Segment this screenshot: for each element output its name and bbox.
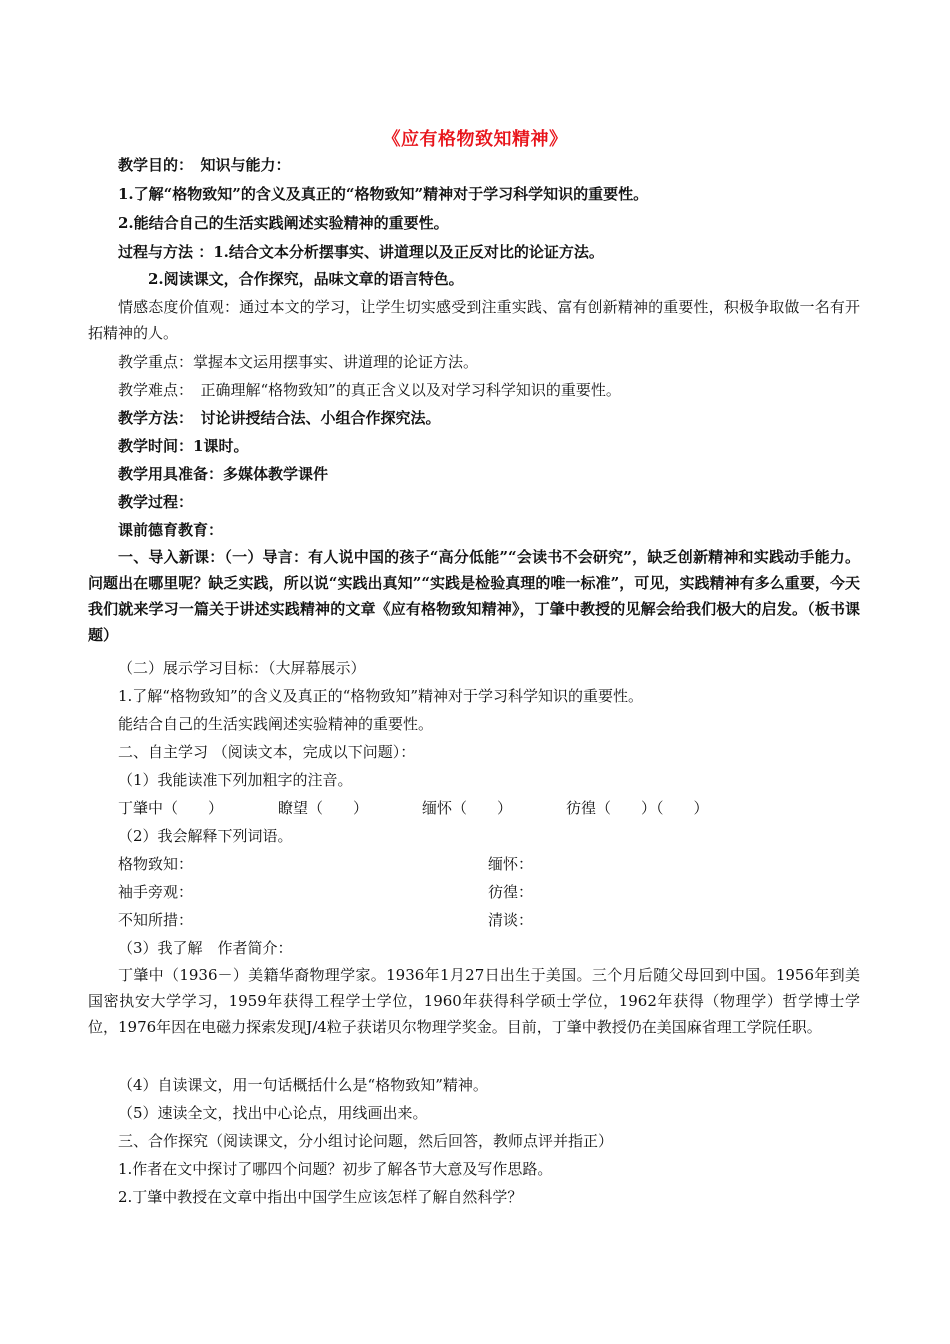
show-goals: （二）展示学习目标：（大屏幕展示） xyxy=(118,659,366,677)
key-point: 教学重点：掌握本文运用摆事实、讲道理的论证方法。 xyxy=(118,353,479,371)
vocab-item: 彷徨： xyxy=(488,883,534,901)
question-4: （4）自读课文，用一句话概括什么是“格物致知”精神。 xyxy=(118,1076,488,1094)
teaching-tools: 教学用具准备：多媒体教学课件 xyxy=(118,465,329,483)
teaching-procedure: 教学过程： xyxy=(118,493,194,511)
pinyin-item: 丁肇中（ ） xyxy=(118,799,224,817)
goal-heading: 教学目的： 知识与能力： xyxy=(118,156,291,174)
author-intro: 丁肇中（1936－）美籍华裔物理学家。1936年1月27日出生于美国。三个月后随父母回到中国。1956年到美国密执安大学学习，1959年获得工程学士学位，1960年获得科学硕士学位，1962年获得（物理学）哲学博士学位，1976年因在电磁力探索发现J/4粒子获诺贝尔物理学奖金。目前，丁肇中教授仍在美国麻省理工学院任职。 xyxy=(88,966,860,1036)
show-goal-2: 能结合自己的生活实践阐述实验精神的重要性。 xyxy=(118,715,434,733)
cooperation-question-2: 2.丁肇中教授在文章中指出中国学生应该怎样了解自然科学？ xyxy=(118,1188,523,1206)
process-method-2: 2.阅读课文，合作探究，品味文章的语言特色。 xyxy=(148,270,464,288)
pinyin-item: 瞭望（ ） xyxy=(278,799,369,817)
moral-education: 课前德育教育： xyxy=(118,521,224,539)
question-2: （2）我会解释下列词语。 xyxy=(118,827,293,845)
vocab-item: 缅怀： xyxy=(488,855,534,873)
teaching-method: 教学方法： 讨论讲授结合法、小组合作探究法。 xyxy=(118,409,441,427)
goal-2: 2.能结合自己的生活实践阐述实验精神的重要性。 xyxy=(118,214,449,232)
vocab-item: 袖手旁观： xyxy=(118,883,194,901)
vocab-item: 格物致知： xyxy=(118,855,194,873)
goal-1: 1.了解“格物致知”的含义及真正的“格物致知”精神对于学习科学知识的重要性。 xyxy=(118,185,649,203)
emotion-values: 情感态度价值观：通过本文的学习，让学生切实感受到注重实践、富有创新精神的重要性，积极争取做一名有开拓精神的人。 xyxy=(88,298,860,342)
pinyin-item: 缅怀（ ） xyxy=(422,799,513,817)
question-3: （3）我了解 作者简介： xyxy=(118,939,293,957)
vocab-item: 不知所措： xyxy=(118,911,194,929)
cooperation-heading: 三、合作探究（阅读课文，分小组讨论问题，然后回答，教师点评并指正） xyxy=(118,1132,614,1150)
question-1: （1）我能读准下列加粗字的注音。 xyxy=(118,771,353,789)
self-study-heading: 二、自主学习 （阅读文本，完成以下问题）： xyxy=(118,743,416,761)
pinyin-item: 彷徨（ ）（ ） xyxy=(566,799,709,817)
intro-paragraph: 一、导入新课：（一）导言：有人说中国的孩子“高分低能”“会读书不会研究”，缺乏创新精神和实践动手能力。问题出在哪里呢？缺乏实践，所以说“实践出真知”“实践是检验真理的唯一标准”，可见，实践精神有多么重要，今天我们就来学习一篇关于讲述实践精神的文章《应有格物致知精神》，丁肇中教授的见解会给我们极大的启发。（板书课题） xyxy=(88,548,860,644)
cooperation-question-1: 1.作者在文中探讨了哪四个问题？初步了解各节大意及写作思路。 xyxy=(118,1160,553,1178)
question-5: （5）速读全文，找出中心论点，用线画出来。 xyxy=(118,1104,428,1122)
process-method-1: 过程与方法 ：1.结合文本分析摆事实、讲道理以及正反对比的论证方法。 xyxy=(118,243,604,261)
vocab-item: 清谈： xyxy=(488,911,534,929)
show-goal-1: 1.了解“格物致知”的含义及真正的“格物致知”精神对于学习科学知识的重要性。 xyxy=(118,687,643,705)
teaching-time: 教学时间：1课时。 xyxy=(118,437,249,455)
document-title: 《应有格物致知精神》 xyxy=(382,129,568,150)
difficulty: 教学难点： 正确理解“格物致知”的真正含义以及对学习科学知识的重要性。 xyxy=(118,381,621,399)
